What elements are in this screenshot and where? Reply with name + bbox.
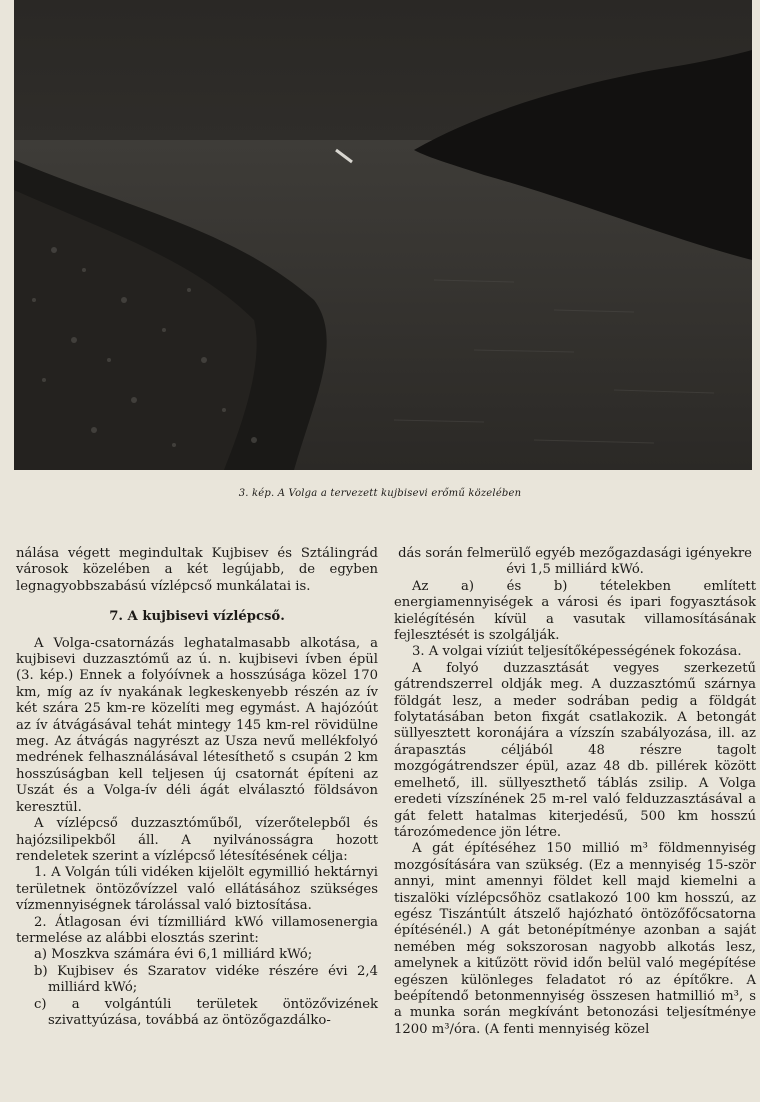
section-heading: 7. A kujbisevi vízlépcső. <box>109 609 285 625</box>
river-photo <box>14 0 752 470</box>
list-item: 2. Átlagosan évi tízmilliárd kWó villamosenergia termelése az alábbi elosztás szerint: <box>16 914 378 946</box>
right-column <box>394 546 756 1038</box>
sub-list-item: b) Kujbisev és Szaratov vidéke részére évi 2,4 milliárd kWó; <box>34 963 378 996</box>
paragraph: Az a) és b) tételekben említett energiamennyiségek a városi és ipari fogyasztások kielégítésén kívül a vasutak villamosításának fejlesztését is szolgálják. <box>394 578 756 644</box>
paragraph: dás során felmerülő egyéb mezőgazdasági igényekre évi 1,5 milliárd kWó. <box>398 546 752 578</box>
sub-list-item: a) Moszkva számára évi 6,1 milliárd kWó; <box>34 947 313 963</box>
figure-caption: 3. kép. A Volga a tervezett kujbisevi erőmű közelében <box>238 488 522 499</box>
paragraph: A Volga-csatornázás leghatalmasabb alkotása, a kujbisevi duzzasztómű az ú. n. kujbisevi ívben épül (3. kép.) Ennek a folyóívnek a hosszúsága közel 170 km, míg az ív nyakának legkeskenyebb részén az ív két szára 25 km-re közelíti meg egymást. A hajózóút az ív átvágásával tehát mintegy 145 km-rel rövidülne meg. Az átvágás nagyrészt az Usza nevű mellékfolyó medrének felhasználásával létesíthető s csupán 2 km hosszúságban kell teljesen új csatornát építeni az Uszát és a Volga-ív déli ágát elválasztó földsávon keresztül. <box>16 635 378 815</box>
list-item: 3. A volgai víziút teljesítőképességének fokozása. <box>412 644 742 660</box>
list-item: 1. A Volgán túli vidéken kijelölt egymillió hektárnyi területnek öntözővízzel való ellátásához szükséges vízmennyiségnek tárolással való biztosítása. <box>16 865 378 914</box>
left-column <box>16 546 378 1029</box>
paragraph: A vízlépcső duzzasztóműből, vízerőtelepből és hajózsilipekből áll. A nyilvánosságra hozott rendeletek szerint a vízlépcső létesítésének célja: <box>16 816 378 864</box>
paragraph: nálása végett megindultak Kujbisev és Sztálingrád városok közelében a két legújabb, de egyben legnagyobbszabású vízlépcső munkálatai is. <box>16 546 378 594</box>
paragraph: A gát építéséhez 150 millió m³ földmennyiség mozgósítására van szükség. (Ez a mennyiség 15-ször annyi, mint amennyi földet kell majd kiemelni a tiszalöki vízlépcsőhöz csatlakozó 100 km hosszú, az egész Tiszántúlt átszelő hajózható öntözőfőcsatorna építésénél.) A gát betonépítménye azonban a saját nemében még sokszorosan nagyobb alkotás lesz, amelynek a kitűzött rövid időn belül való megépítése egészen különleges feladatot ró az építőkre. A beépítendő betonmennyiség összesen hatmillió m³, s a munka során megkívánt betonozási teljesítménye 1200 m³/óra. (A fenti mennyiség közel <box>394 841 756 1037</box>
paragraph: A folyó duzzasztását vegyes szerkezetű gátrendszerrel oldják meg. A duzzasztómű szárnya földgát lesz, a meder sodrában pedig a földgát folytatásában beton fixgát csatlakozik. A betongát süllyesztett koronájára a vízszín szabályozása, ill. az árapasztás céljából 48 részre tagolt mozgógátrendszer épül, azaz 48 db. pillérek között emelhető, ill. süllyeszthető táblás zsilip. A Volga eredeti vízszínének 25 m-rel való felduzzasztásával a gát felett hatalmas kiterjedésű, 500 km hosszú tározómedence jön létre. <box>394 660 756 840</box>
sub-list-item: c) a volgántúli területek öntözővizének szivattyúzása, továbbá az öntözőgazdálko- <box>34 996 378 1028</box>
